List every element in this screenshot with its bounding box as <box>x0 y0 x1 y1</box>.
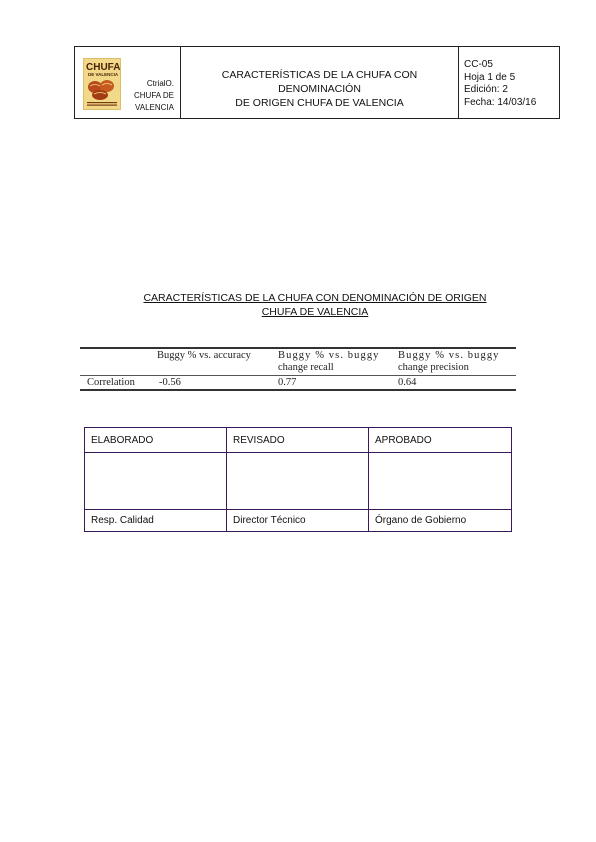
heading-line: CARACTERÍSTICAS DE LA CHUFA CON DENOMINACIÓN DE ORIGEN <box>143 292 487 304</box>
signer-aprobado: Órgano de Gobierno <box>369 510 512 532</box>
header-elaborado: ELABORADO <box>85 428 227 453</box>
chufa-de-valencia-logo <box>83 58 121 110</box>
title-line: CARACTERÍSTICAS DE LA CHUFA CON DENOMINACIÓN <box>221 69 418 95</box>
page-heading <box>130 291 500 319</box>
header-meta-cell <box>459 47 559 118</box>
header-aprobado: APROBADO <box>369 428 512 453</box>
header-precision-line1: Buggy % vs. buggy <box>398 350 500 361</box>
title-line: DE ORIGEN CHUFA DE VALENCIA <box>235 97 404 109</box>
sheet-number: Hoja 1 de 5 <box>464 71 516 83</box>
signer-row <box>85 510 512 532</box>
header-recall-line1: Buggy % vs. buggy <box>278 350 380 361</box>
signer-revisado: Director Técnico <box>227 510 369 532</box>
header-precision-line2: change precision <box>398 362 469 373</box>
document-header <box>74 46 560 119</box>
org-line: CtrialO. <box>146 79 174 88</box>
header-recall-line2: change recall <box>278 362 334 373</box>
organization-name <box>134 78 174 114</box>
document-title <box>181 68 458 110</box>
svg-text:DE VALENCIA: DE VALENCIA <box>88 72 119 77</box>
correlation-table <box>80 343 516 398</box>
header-revisado: REVISADO <box>227 428 369 453</box>
logo-graphic <box>84 59 120 109</box>
signature-elaborado <box>85 453 227 510</box>
header-accuracy: Buggy % vs. accuracy <box>157 350 251 361</box>
org-line: CHUFA DE <box>133 91 174 100</box>
svg-text:CHUFA: CHUFA <box>86 62 120 73</box>
org-line: VALENCIA <box>135 103 174 112</box>
table-bottom-rule <box>80 389 516 391</box>
table-top-rule <box>80 347 516 349</box>
value-recall: 0.77 <box>278 377 297 388</box>
document-code: CC-05 <box>464 59 493 70</box>
approval-header-row <box>85 428 512 453</box>
table-mid-rule <box>80 375 516 376</box>
signature-row <box>85 453 512 510</box>
row-label: Correlation <box>87 377 135 388</box>
approval-table <box>84 427 512 532</box>
signer-elaborado: Resp. Calidad <box>85 510 227 532</box>
date: Fecha: 14/03/16 <box>464 96 537 108</box>
header-title-cell <box>181 47 459 118</box>
heading-line: CHUFA DE VALENCIA <box>261 306 369 318</box>
value-accuracy: -0.56 <box>159 377 181 388</box>
edition: Edición: 2 <box>464 84 508 95</box>
header-logo-cell <box>75 47 181 118</box>
signature-revisado <box>227 453 369 510</box>
value-precision: 0.64 <box>398 377 417 388</box>
signature-aprobado <box>369 453 512 510</box>
